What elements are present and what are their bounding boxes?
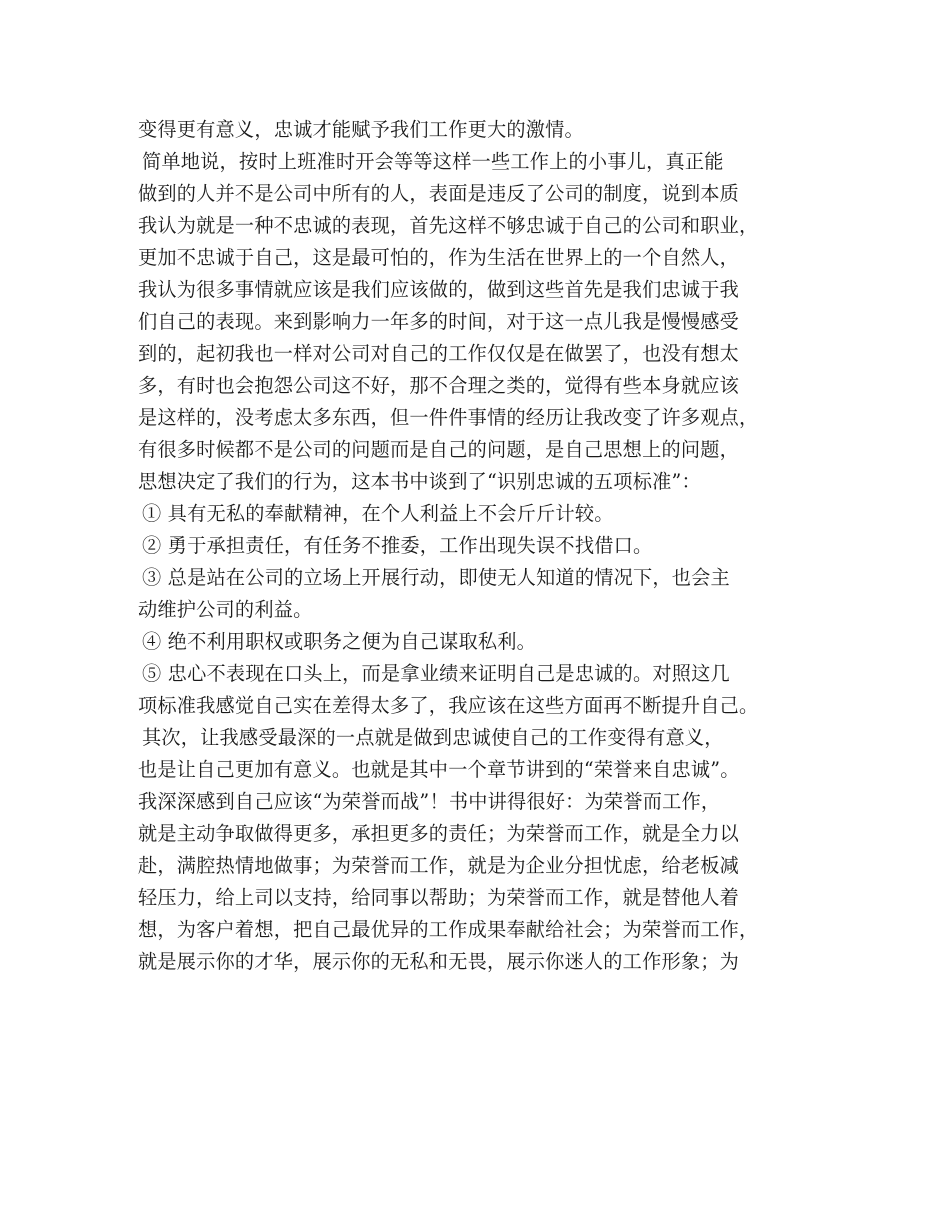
text-line: 到的，起初我也一样对公司对自己的工作仅仅是在做罢了，也没有想太 [138, 342, 740, 365]
text-line: 我认为很多事情就应该是我们应该做的，做到这些首先是我们忠诚于我 [138, 278, 740, 301]
text-line: 做到的人并不是公司中所有的人，表面是违反了公司的制度，说到本质 [138, 182, 740, 205]
list-item: ③ 总是站在公司的立场上开展行动，即使无人知道的情况下，也会主 [142, 566, 730, 589]
list-item: ④ 绝不利用职权或职务之便为自己谋取私利。 [142, 630, 537, 653]
text-line: 就是主动争取做得更多，承担更多的责任；为荣誉而工作，就是全力以 [138, 822, 740, 845]
text-line: 动维护公司的利益。 [138, 598, 313, 621]
text-line: 简单地说，按时上班准时开会等等这样一些工作上的小事儿，真正能 [142, 150, 724, 173]
text-line: 我深深感到自己应该“为荣誉而战”！书中讲得很好：为荣誉而工作， [138, 790, 721, 813]
list-item: ① 具有无私的奉献精神，在个人利益上不会斤斤计较。 [142, 502, 614, 525]
text-line: 也是让自己更加有意义。也就是其中一个章节讲到的“荣誉来自忠诚”。 [138, 758, 740, 781]
text-line: 赴，满腔热情地做事；为荣誉而工作，就是为企业分担忧虑，给老板减 [138, 854, 740, 877]
text-line: 有很多时候都不是公司的问题而是自己的问题，是自己思想上的问题， [138, 438, 740, 461]
text-line: 想，为客户着想，把自己最优异的工作成果奉献给社会；为荣誉而工作， [138, 918, 759, 941]
body-text [138, 114, 838, 978]
text-line: 轻压力，给上司以支持，给同事以帮助；为荣誉而工作，就是替他人着 [138, 886, 740, 909]
text-line: 变得更有意义，忠诚才能赋予我们工作更大的激情。 [138, 118, 584, 141]
text-line: 我认为就是一种不忠诚的表现，首先这样不够忠诚于自己的公司和职业， [138, 214, 759, 237]
text-line: 就是展示你的才华，展示你的无私和无畏，展示你迷人的工作形象；为 [138, 950, 740, 973]
list-item: ② 勇于承担责任，有任务不推委，工作出现失误不找借口。 [142, 534, 653, 557]
text-line: 多，有时也会抱怨公司这不好，那不合理之类的，觉得有些本身就应该 [138, 374, 740, 397]
text-line: 其次，让我感受最深的一点就是做到忠诚使自己的工作变得有意义， [142, 726, 724, 749]
text-line: 们自己的表现。来到影响力一年多的时间，对于这一点儿我是慢慢感受 [138, 310, 740, 333]
text-line: 更加不忠诚于自己，这是最可怕的，作为生活在世界上的一个自然人， [138, 246, 740, 269]
text-line: 思想决定了我们的行为，这本书中谈到了“识别忠诚的五项标准”： [138, 470, 701, 493]
list-item: ⑤ 忠心不表现在口头上，而是拿业绩来证明自己是忠诚的。对照这几 [142, 662, 730, 685]
text-line: 项标准我感觉自己实在差得太多了，我应该在这些方面再不断提升自己。 [138, 694, 759, 717]
text-line: 是这样的，没考虑太多东西，但一件件事情的经历让我改变了许多观点， [138, 406, 759, 429]
